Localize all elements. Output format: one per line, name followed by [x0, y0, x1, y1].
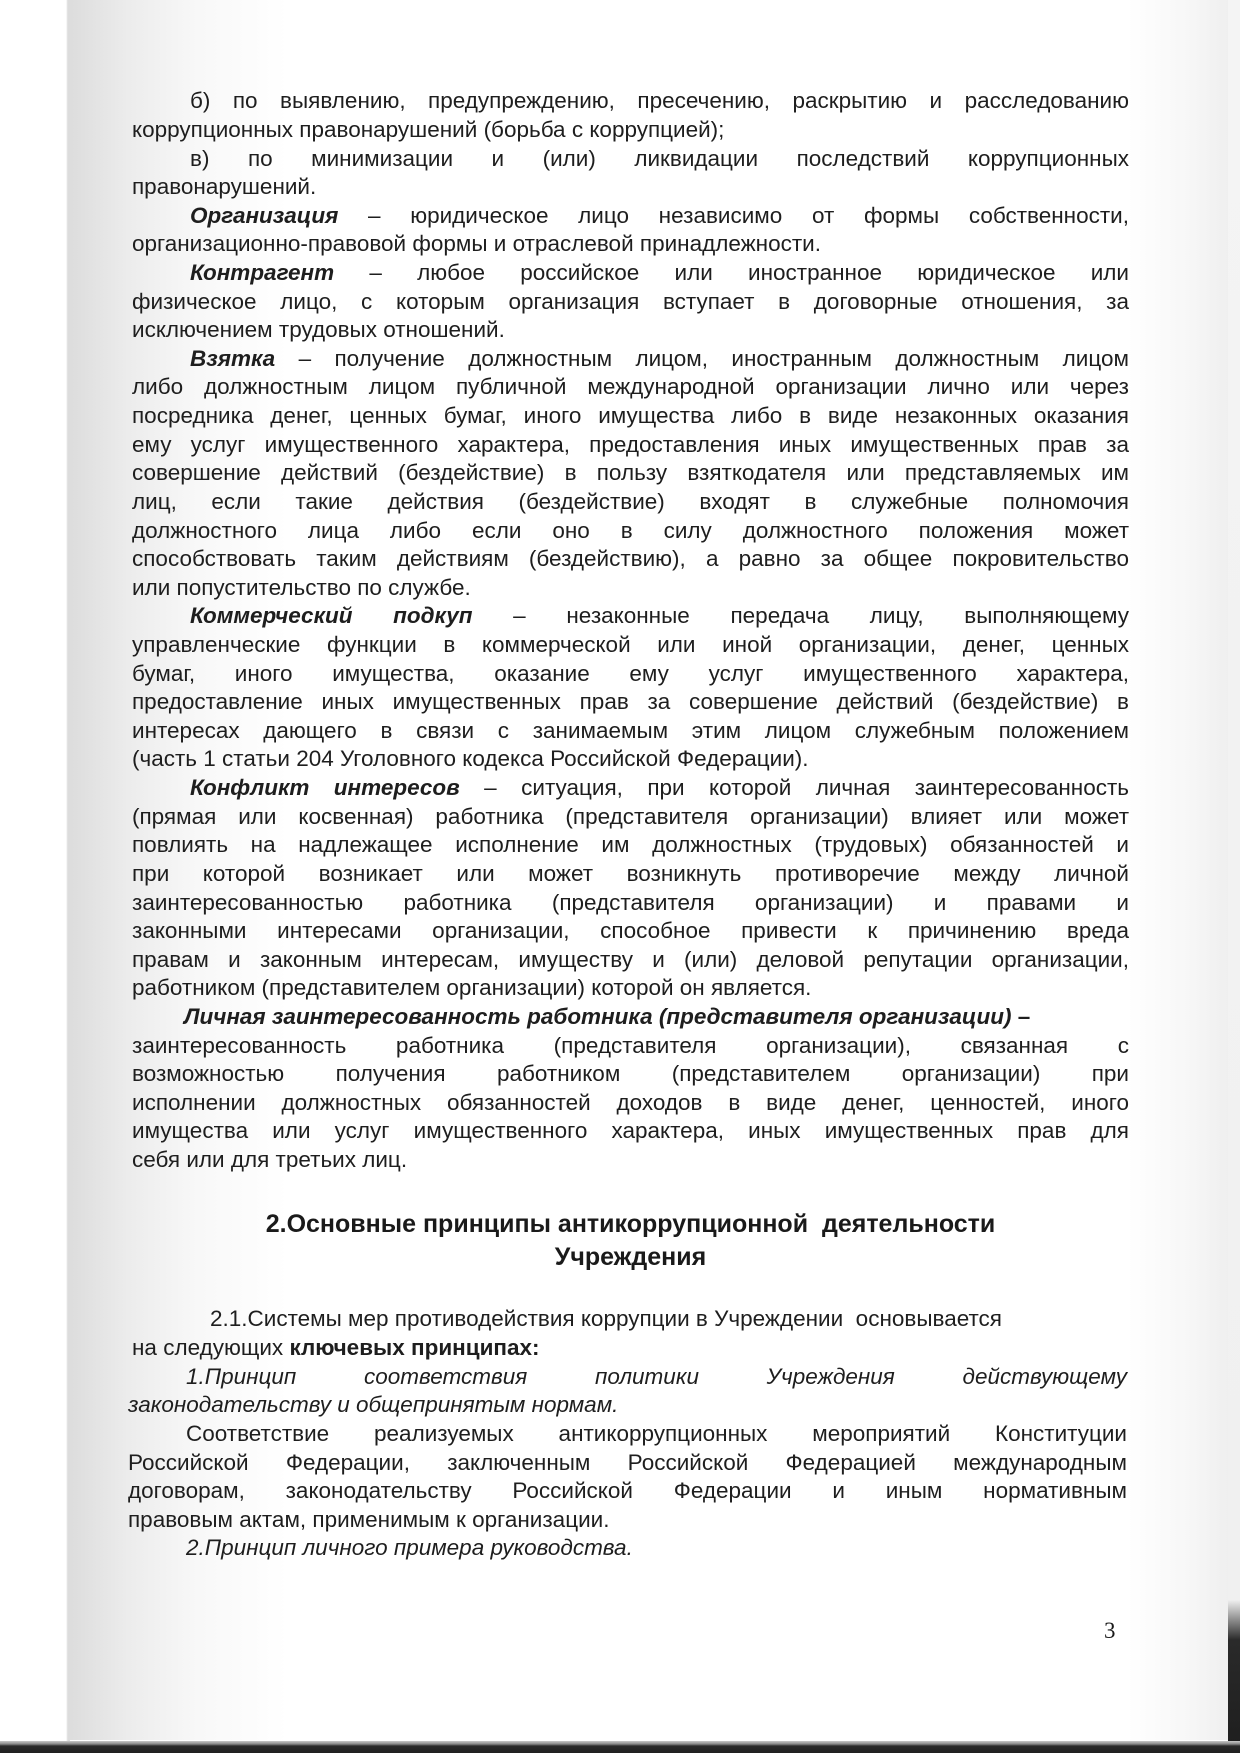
key-principles-label: ключевых принципах: — [289, 1335, 540, 1360]
term-organization: Организация — [190, 203, 339, 228]
text-line: б) по выявлению, предупреждению, пресечению, раскрытию и расследованию — [190, 88, 1129, 113]
text-line: Соответствие реализуемых антикоррупционных мероприятий Конституции — [186, 1421, 1127, 1446]
definition-personal-interest — [126, 1002, 1129, 1031]
text-line: незаконные передача лицу, выполняющему — [566, 603, 1129, 628]
section-heading-line: 2.Основные принципы антикоррупционной деятельности — [265, 1210, 996, 1238]
principle-2-title: 2.Принцип личного примера руководства. — [186, 1535, 633, 1560]
scan-right-edge — [1228, 0, 1240, 1753]
principle-1-title: 1.Принцип соответствия политики Учреждения действующему — [186, 1364, 1127, 1389]
text-fragment: на следующих — [132, 1335, 290, 1360]
text-line: способствовать таким действиям (бездействию), а равно за общее покровительство — [132, 546, 1129, 571]
text-line: любое российское или иностранное юридическое или — [417, 260, 1129, 285]
text-line: возможностью получения работником (представителем организации) при — [132, 1061, 1129, 1086]
text-line: ситуация, при которой личная заинтересованность — [521, 775, 1129, 800]
section-heading-line: Учреждения — [554, 1243, 707, 1271]
page-number: 3 — [1104, 1618, 1116, 1643]
text-line: юридическое лицо независимо от формы собственности, — [410, 203, 1129, 228]
text-line: лиц, если такие действия (бездействие) входят в служебные полномочия — [132, 489, 1129, 514]
text-line: бумаг, иного имущества, оказание ему услуг имущественного характера, — [132, 661, 1129, 686]
dash: – — [1017, 1004, 1031, 1029]
text-line: организационно-правовой формы и отраслевой принадлежности. — [132, 231, 821, 256]
text-line: имущества или услуг имущественного характера, иных имущественных прав для — [132, 1118, 1129, 1143]
text-line: управленческие функции в коммерческой или иной организации, денег, ценных — [132, 632, 1129, 657]
text-line: исключением трудовых отношений. — [132, 317, 505, 342]
text-line: или попустительство по службе. — [132, 575, 471, 600]
text-line: правовым актам, применимым к организации. — [128, 1507, 610, 1532]
text-line: себя или для третьих лиц. — [132, 1147, 408, 1172]
text-line: физическое лицо, с которым организация вступает в договорные отношения, за — [132, 289, 1129, 314]
dash: – — [484, 775, 497, 800]
text-line: предоставление иных имущественных прав за совершение действий (бездействие) в — [132, 689, 1129, 714]
text-line: правам и законным интересам, имуществу и (или) деловой репутации организации, — [132, 947, 1129, 972]
text-line: Российской Федерации, заключенным Российской Федерацией международным — [128, 1450, 1127, 1475]
term-conflict-of-interest: Конфликт интересов — [190, 775, 460, 800]
text-line: коррупционных правонарушений (борьба с коррупцией); — [132, 117, 725, 142]
scan-bottom-edge — [0, 1741, 1240, 1753]
scan-left-margin — [0, 0, 70, 1753]
text-line: в) по минимизации и (или) ликвидации последствий коррупционных — [190, 146, 1129, 171]
text-line: ему услуг имущественного характера, предоставления иных имущественных прав за — [132, 432, 1129, 457]
text-line: должностного лица либо если оно в силу должностного положения может — [132, 518, 1129, 543]
text-line: работником (представителем организации) которой он является. — [132, 975, 812, 1000]
text-line: (прямая или косвенная) работника (представителя организации) влияет или может — [132, 804, 1129, 829]
definition-counterparty — [132, 258, 1129, 287]
text-line: исполнении должностных обязанностей доходов в виде денег, ценностей, иного — [132, 1090, 1129, 1115]
term-counterparty: Контрагент — [190, 260, 335, 285]
text-line: повлиять на надлежащее исполнение им должностных (трудовых) обязанностей и — [132, 832, 1129, 857]
definition-bribe — [132, 344, 1129, 373]
text-line: (часть 1 статьи 204 Уголовного кодекса Российской Федерации). — [132, 746, 809, 771]
dash: – — [369, 260, 382, 285]
dash: – — [368, 203, 381, 228]
text-line: получение должностным лицом, иностранным должностным лицом — [334, 346, 1129, 371]
term-personal-interest: Личная заинтересованность работника (представителя организации) — [184, 1004, 1012, 1029]
text-line: при которой возникает или может возникнуть противоречие между личной — [132, 861, 1129, 886]
text-line: заинтересованностью работника (представителя организации) и правами и — [132, 890, 1129, 915]
text-line: правонарушений. — [132, 174, 317, 199]
principle-1-title-cont: законодательству и общепринятым нормам. — [128, 1392, 619, 1417]
text-line: посредника денег, ценных бумаг, иного имущества либо в виде незаконных оказания — [132, 403, 1129, 428]
text-line: совершение действий (бездействие) в пользу взяткодателя или представляемых им — [132, 460, 1129, 485]
dash: – — [513, 603, 526, 628]
term-bribe: Взятка — [190, 346, 276, 371]
text-line: заинтересованность работника (представителя организации), связанная с — [132, 1033, 1129, 1058]
text-line: договорам, законодательству Российской Федерации и иным нормативным — [128, 1478, 1127, 1503]
section-heading — [132, 1208, 1129, 1274]
text-line: интересах дающего в связи с занимаемым этим лицом служебным положением — [132, 718, 1129, 743]
definition-conflict-of-interest — [132, 773, 1129, 802]
dash: – — [298, 346, 312, 371]
text-line: либо должностным лицом публичной международной организации лично или через — [132, 374, 1129, 399]
text-line: 2.1.Системы мер противодействия коррупции в Учреждении основывается — [210, 1306, 1002, 1331]
text-line — [132, 1333, 1129, 1362]
term-commercial-bribery: Коммерческий подкуп — [190, 603, 473, 628]
definition-commercial-bribery — [132, 601, 1129, 630]
definition-organization — [132, 201, 1129, 230]
text-line: законными интересами организации, способное привести к причинению вреда — [132, 918, 1129, 943]
